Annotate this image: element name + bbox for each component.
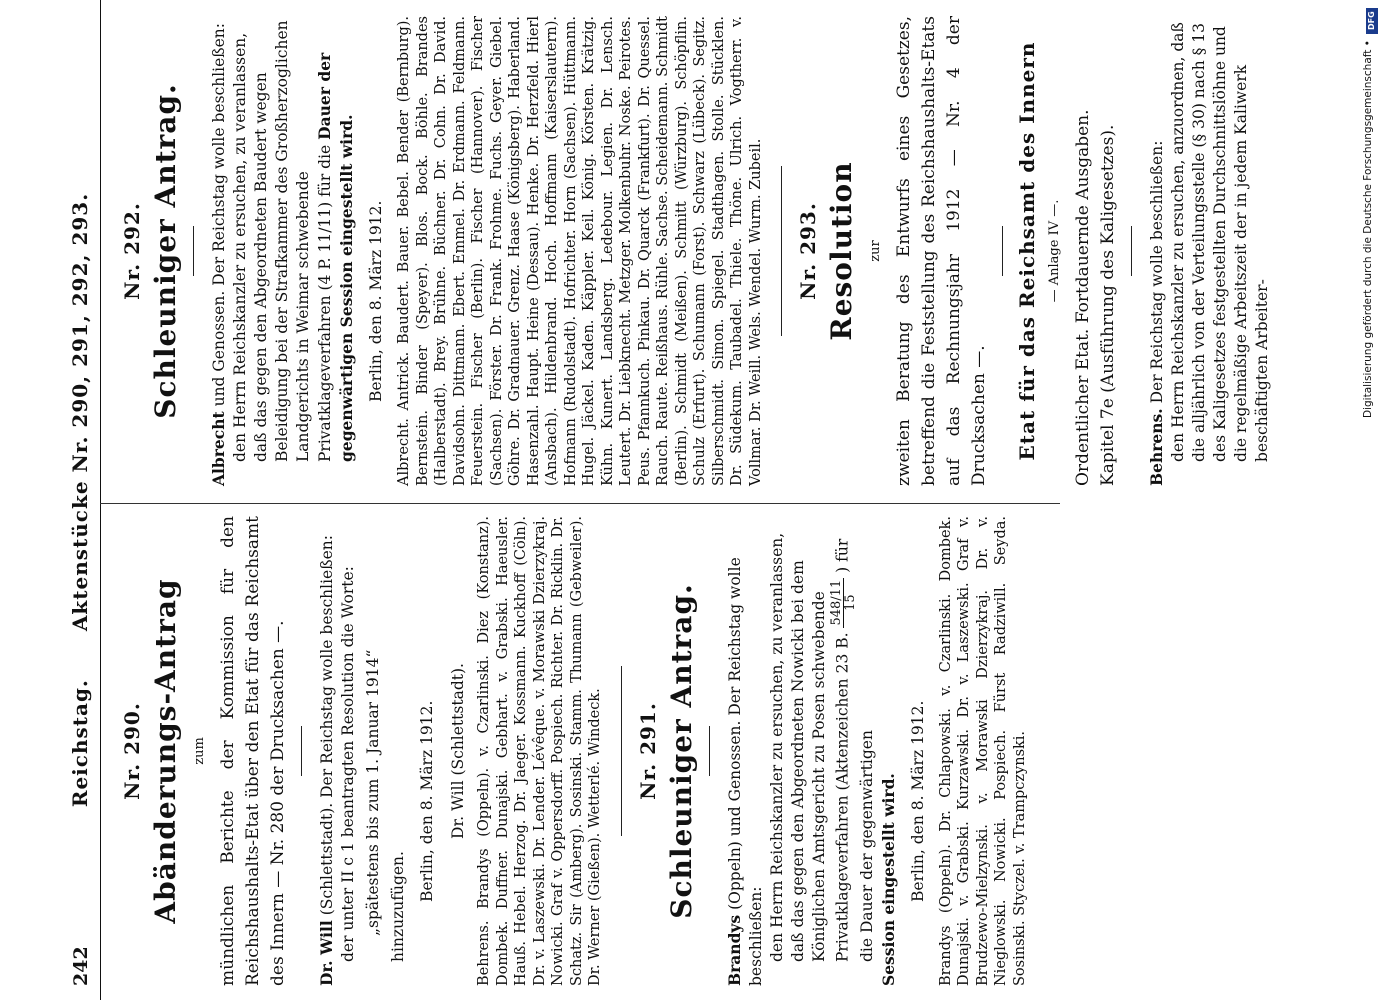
running-title xyxy=(68,0,92,1000)
motion-body xyxy=(230,16,358,486)
doc-title: Abänderungs-Antrag xyxy=(149,578,182,924)
append-text: hinzuzufügen. xyxy=(389,851,407,962)
fraction-bottom: 15 xyxy=(842,594,858,611)
left-column xyxy=(116,516,1029,986)
doc-number: Nr. 292. xyxy=(120,202,144,300)
doc-title: Schleuniger Antrag. xyxy=(149,83,182,419)
document-292 xyxy=(122,16,765,486)
session-text xyxy=(878,516,900,986)
signature: Dr. Will (Schlettstadt). xyxy=(449,663,467,839)
motion-body xyxy=(767,516,878,986)
body-text: den Herrn Reichskanzler zu ersuchen, zu veranlassen, daß das gegen den Abgeordneten Nowicki bei dem Königlichen Amtsgericht zu Posen schwebende Privatklageverfahren (Aktenzeichen xyxy=(767,532,851,962)
quoted-words: „spätestens bis zum 1. Januar 1914“ xyxy=(364,649,382,936)
doc-title: Schleuniger Antrag. xyxy=(664,583,698,919)
document-291 xyxy=(635,516,1030,986)
file-reference-suffix: ) für die Dauer der gegenwärtigen xyxy=(833,538,876,962)
section-rule xyxy=(621,666,622,836)
document-293 xyxy=(798,16,1273,486)
motion-text: Der Reichstag wolle beschließen: xyxy=(318,535,336,798)
running-header xyxy=(60,0,101,1000)
doc-number: Nr. 291. xyxy=(635,702,660,800)
doc-number: Nr. 293. xyxy=(796,202,820,300)
column-divider xyxy=(100,503,1060,504)
rotated-page xyxy=(60,0,1298,1000)
motion-text: Der Reichstag wolle beschließen: xyxy=(1148,140,1166,404)
motion-paragraph xyxy=(1146,16,1168,486)
author-name: Behrens. xyxy=(1147,408,1166,486)
doc-connector: zum xyxy=(192,737,207,765)
section-rule xyxy=(781,166,782,336)
etat-line-1: Ordentlicher Etat. Fortdauernde Ausgaben. xyxy=(1073,109,1093,486)
author-name: Albrecht xyxy=(209,411,228,486)
file-reference-prefix: 23 B. xyxy=(833,632,851,674)
rule xyxy=(709,726,710,776)
cosigner-list: Albrecht. Antrick. Baudert. Bauer. Bebel. Bender (Bernburg). Bernstein. Binder (Speyer). Blos. Bock. Böhle. Brandes (Halberstadt). Brey. Brühne. Büchner. Dr. Cohn. Dr. David. Davidsohn. Dittmann. Ebert. Emmel. Dr. Erdmann. Feldmann. Feuerstein. Fischer (Berlin). Fischer (Hannover). Fischer (Sachsen). Förster. Dr. Frank. Frohme. Fuchs. Geyer. Giebel. Göhre. Dr. Gradnauer. Grenz. Haase (Königsberg). Haberland. Hasenzahl. Haupt. Heine (Dessau). Henke. Dr. Herzfeld. Hierl (Ansbach). Hildenbrand. Hoch. Hoffmann (Kaiserslautern). Hofmann (Rudolstadt). Hofrichter. Horn (Sachsen). Hüttmann. Hugel. Jäckel. Kaden. Käppler. Keil. König. Körsten. Krätzig. Kühn. Kunert. Landsberg. Ledebour. Legien. Dr. Lensch. Leutert. Dr. Liebknecht. Metzger. Molkenbuhr. Noske. Peirotes. Peus. Pfannkuch. Pinkau. Dr. Quarck (Frankfurt). Dr. Quessel. Rauch. Raute. Reißhaus. Rühle. Sachse. Scheidemann. Schmidt (Berlin). Schmidt (Meißen). Schmitt (Würzburg). Schöpflin. Schulz (Erfurt). Schumann (Forst). Schwarz (Lübeck). Segitz. Silberschmidt. Simon. Spiegel. Stadthagen. Stolle. Stücklen. Dr. Südekum. Taubadel. Thiele. Thöne. Ulrich. Vogtherr. v. Vollmar. Dr. Weill. Wels. Wendel. Wurm. Zubeil. xyxy=(396,16,764,486)
body-bold: Dauer der gegenwärtigen Session eingestellt wird. xyxy=(315,52,356,462)
motion-paragraph xyxy=(316,516,338,986)
running-left: Reichstag. xyxy=(68,679,92,808)
etat-title: Etat für das Reichsamt des Innern xyxy=(1015,41,1039,461)
date-line: Berlin, den 8. März 1912. xyxy=(367,200,385,402)
digitization-note: Digitalisierung gefördert durch die Deutsche Forschungsgemeinschaft • xyxy=(1362,40,1374,418)
motion-text: (Oppeln) und Genossen. Der Reichstag wolle beschließen: xyxy=(725,557,765,986)
cosigner-list: Brandys (Oppeln). Dr. Chlapowski. v. Czarlinski. Dombek. Dunajski. v. Grabski. Kurzawski. Dr. v. Laszewski. Graf v. Brudzewo-Mielzynski. v. Morawski Dzierzykraj. Dr. v. Nieglowski. Nowicki. Pospiech. Fürst Radziwill. Seyda. Sosinski. Styczel. v. Trampczynski. xyxy=(937,516,1028,986)
motion-paragraph xyxy=(724,516,767,986)
file-reference-fraction xyxy=(830,578,857,628)
motion-body: den Herrn Reichskanzler zu ersuchen, anzuordnen, daß die alljährlich von der Verteilungsstelle (§ 30) nach § 13 des Kaligesetzes festgestellten Durchschnittslöhne und die regelmäßige Arbeitszeit der in jedem Kaliwerk beschäftigten Arbeiter- xyxy=(1169,22,1271,462)
author-name: Dr. Will xyxy=(317,920,336,986)
doc-number: Nr. 290. xyxy=(120,702,144,800)
rule xyxy=(1131,226,1132,276)
rule xyxy=(1002,226,1003,276)
author-name: Brandys xyxy=(724,914,744,986)
dfg-logo: DFG xyxy=(1366,8,1378,34)
session-bold: Session eingestellt wird. xyxy=(878,773,898,986)
running-documents: Aktenstücke Nr. 290, 291, 292, 293. xyxy=(68,192,92,632)
doc-subject: zweiten Beratung des Entwurfs eines Gesetzes, betreffend die Feststellung des Reichshaushalts-Etats auf das Rechnungsjahr 1912 — Nr. 4 der Drucksachen —. xyxy=(894,16,989,486)
date-line: Berlin, den 8. März 1912. xyxy=(908,700,927,902)
doc-connector: zur xyxy=(868,240,883,262)
doc-title: Resolution xyxy=(825,161,858,341)
instruction-text: der unter II c 1 beantragten Resolution die Worte: xyxy=(339,566,357,962)
motion-text: und Genossen. Der Reichstag wolle beschließen: xyxy=(210,22,228,407)
motion-paragraph xyxy=(208,16,230,486)
fraction-top: 548/11 xyxy=(828,579,844,626)
doc-subject: mündlichen Berichte der Kommission für den Reichshaushalts-Etat über den Etat für das Reichsamt des Innern — Nr. 280 der Drucksachen —. xyxy=(218,516,288,986)
right-column xyxy=(116,16,1273,486)
rule xyxy=(301,726,302,776)
cosigner-list: Behrens. Brandys (Oppeln). v. Czarlinski. Diez (Konstanz). Dombek. Duffner. Dunajski. Gebhart. v. Grabski. Haeusler. Hauß. Hebel. Herzog. Dr. Jaeger. Kossmann. Kuckhoff (Cöln). Dr. v. Laszewski. Dr. Lender. Lévêque. v. Morawski Dzierzykraj. Nowicki. Graf v. Oppersdorff. Pospiech. Richter. Dr. Ricklin. Dr. Schatz. Sir (Amberg). Sosinski. Stamm. Thumann (Gebweiler). Dr. Werner (Gießen). Wetterlé. Windeck. xyxy=(476,516,603,986)
etat-line-2: Kapitel 7e (Ausführung des Kaligesetzes). xyxy=(1098,124,1118,486)
document-290 xyxy=(122,516,605,986)
etat-annex: — Anlage IV —. xyxy=(1047,199,1062,303)
body-text: den Herrn Reichskanzler zu ersuchen, zu veranlassen, daß das gegen den Abgeordneten Baudert wegen Beleidigung bei der Strafkammer des Großherzoglichen Landgerichts in Weimar schwebende Privatklageverfahren (4 P. 11/11) für die xyxy=(231,20,334,462)
rule xyxy=(193,226,194,276)
page-number: 242 xyxy=(70,946,92,986)
author-place: (Schlettstadt). xyxy=(318,802,336,916)
date-line: Berlin, den 8. März 1912. xyxy=(418,700,436,902)
